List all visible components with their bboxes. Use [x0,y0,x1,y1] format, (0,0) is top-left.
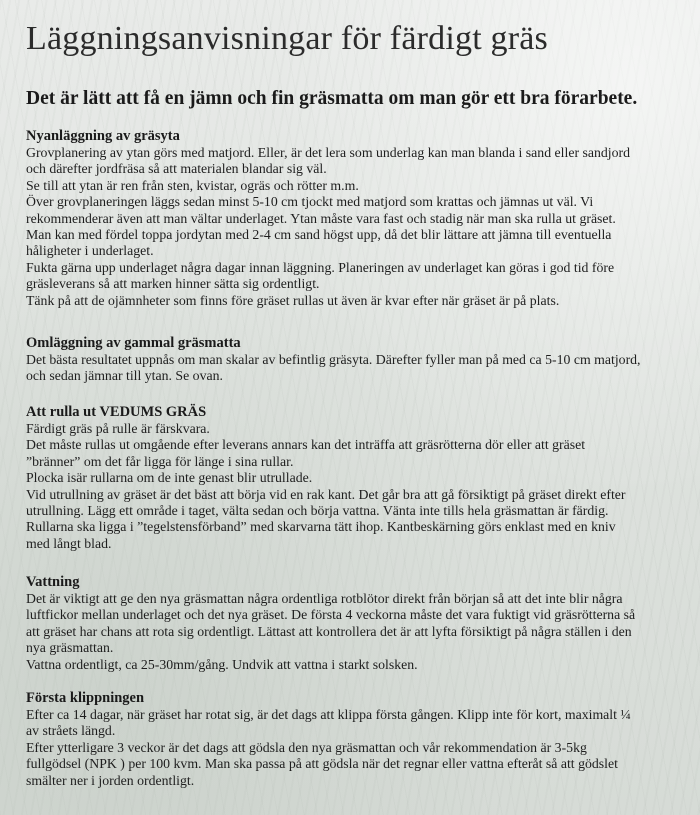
section-heading: Vattning [26,574,80,590]
section-body: Grovplanering av ytan görs med matjord. Eller, är det lera som underlag kan man blanda i sand eller sandjord och därefter jordfräsa så att materialen blandar sig väl. Se till att ytan är ren från sten, kvistar, ogräs och rötter m.m. Över grovplaneringen läggs sedan minst 5-10 cm tjockt med matjord som krattas och jämnas ut väl. Vi rekommenderar även att man vältar underlaget. Ytan måste vara fast och stadig när man ska rulla ut gräset. Man kan med fördel toppa jordytan med 2-4 cm sand högst upp, då det blir lättare att jämna till eventuella håligheter i underlaget. Fukta gärna upp underlaget några dagar innan läggning. Planeringen av underlaget kan göras i god tid före gräsleverans så att marken hinner sätta sig ordentligt. Tänk på att de ojämnheter som finns före gräset rullas ut även är kvar efter när gräset är på plats. [26,145,631,308]
section-heading: Första klippningen [26,690,145,706]
section-body: Det är viktigt att ge den nya gräsmattan några ordentliga rotblötor direkt från början så att det inte blir några luftfickor mellan underlaget och det nya gräset. De första 4 veckorna måste det vara fuktigt vid gräsrötterna så att gräset har chans att rota sig ordentligt. Lättast att kontrollera det är att lyfta försiktigt på några ställen i den nya gräsmattan. Vattna ordentligt, ca 25-30mm/gång. Undvik att vattna i starkt solsken. [26,591,636,672]
page-title: Läggningsanvisningar för färdigt gräs [26,20,548,57]
section-heading: Att rulla ut VEDUMS GRÄS [26,404,207,420]
section-forsta-klippningen [26,690,686,789]
section-rulla-ut [26,404,686,552]
section-body: Efter ca 14 dagar, när gräset har rotat sig, är det dags att klippa första gången. Klipp inte för kort, maximalt ¼ av stråets längd. Efter ytterligare 3 veckor är det dags att gödsla den nya gräsmattan och vår rekommendation är 3-5kg fullgödsel (NPK ) per 100 kvm. Man ska passa på att gödsla när det regnar eller vattna efteråt så att gödslet smälter ner i jorden ordentligt. [26,707,631,788]
section-heading: Omläggning av gammal gräsmatta [26,335,241,351]
section-body: Färdigt gräs på rulle är färskvara. Det måste rullas ut omgående efter leverans annars kan det inträffa att gräsrötterna dör eller att gräset ”bränner” om det får ligga för länge i sina rullar. Plocka isär rullarna om de inte genast blir utrullade. Vid utrullning av gräset är det bäst att börja vid en rak kant. Det går bra att gå försiktigt på gräset direkt efter utrullning. Lägg ett område i taget, välta sedan och börja vattna. Vänta inte tills hela gräsmattan är färdig. Rullarna ska ligga i ”tegelstensförband” med skarvarna tätt ihop. Kantbeskärning görs enklast med en kniv med långt blad. [26,421,626,551]
lead-text: Det är lätt att få en jämn och fin gräsmatta om man gör ett bra förarbete. [26,88,638,109]
section-vattning [26,574,686,673]
section-omlaggning [26,335,686,385]
section-body: Det bästa resultatet uppnås om man skalar av befintlig gräsyta. Därefter fyller man på med ca 5-10 cm matjord, och sedan jämnar till ytan. Se ovan. [26,352,641,384]
section-heading: Nyanläggning av gräsyta [26,128,180,144]
section-nyanlaggning [26,128,686,309]
